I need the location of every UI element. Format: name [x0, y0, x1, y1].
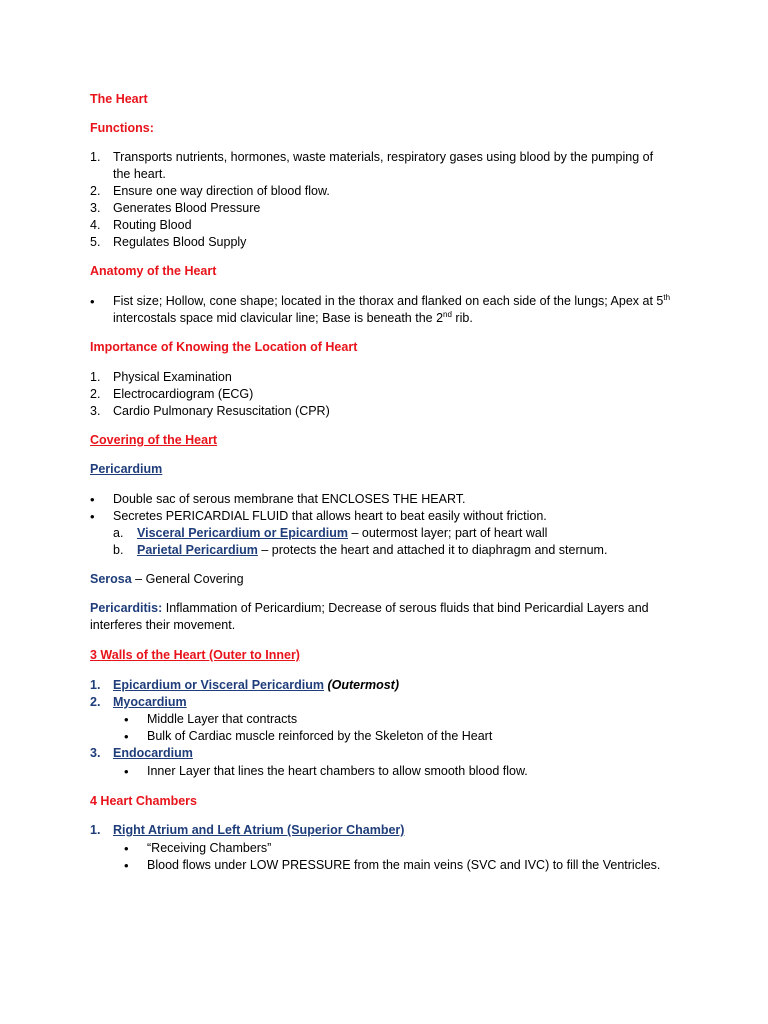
bullet-icon: •: [90, 509, 95, 524]
covering-sub-b: Parietal Pericardium – protects the heart and attached it to diaphragm and sternum.: [137, 543, 608, 557]
functions-item-5-number: 5.: [90, 235, 101, 249]
functions-item-3: Generates Blood Pressure: [113, 201, 261, 215]
covering-bullet-1: Double sac of serous membrane that ENCLOSES THE HEART.: [113, 492, 466, 506]
anatomy-line-2: intercostals space mid clavicular line; Base is beneath the 2nd rib.: [113, 309, 473, 325]
document-title: The Heart: [90, 92, 148, 106]
functions-item-2-number: 2.: [90, 184, 101, 198]
bullet-icon: •: [124, 729, 129, 744]
chambers-item-1: Right Atrium and Left Atrium (Superior Chamber): [113, 823, 405, 837]
bullet-icon: •: [124, 764, 129, 779]
walls-item-1: Epicardium or Visceral Pericardium (Outermost): [113, 678, 399, 692]
covering-sub-a: Visceral Pericardium or Epicardium – outermost layer; part of heart wall: [137, 526, 548, 540]
walls-heading: 3 Walls of the Heart (Outer to Inner): [90, 648, 300, 662]
bullet-icon: •: [90, 294, 95, 309]
importance-item-1: Physical Examination: [113, 370, 232, 384]
covering-bullet-2: Secretes PERICARDIAL FLUID that allows heart to beat easily without friction.: [113, 509, 547, 523]
functions-item-4: Routing Blood: [113, 218, 192, 232]
functions-item-1-line-1: Transports nutrients, hormones, waste materials, respiratory gases using blood by the pumping of: [113, 150, 654, 164]
anatomy-heading: Anatomy of the Heart: [90, 264, 217, 278]
walls-item-2-bullet-1: Middle Layer that contracts: [147, 712, 298, 726]
covering-sub-a-letter: a.: [113, 526, 124, 540]
chambers-item-1-number: 1.: [90, 823, 101, 837]
importance-item-2: Electrocardiogram (ECG): [113, 387, 254, 401]
functions-item-5: Regulates Blood Supply: [113, 235, 247, 249]
bullet-icon: •: [124, 841, 129, 856]
bullet-icon: •: [90, 492, 95, 507]
bullet-icon: •: [124, 712, 129, 727]
importance-item-1-number: 1.: [90, 370, 101, 384]
walls-item-2-number: 2.: [90, 695, 101, 709]
walls-item-3-number: 3.: [90, 746, 101, 760]
anatomy-line-1: Fist size; Hollow, cone shape; located in the thorax and flanked on each side of the lungs; Apex at 5th: [113, 292, 671, 308]
importance-item-3-number: 3.: [90, 404, 101, 418]
walls-item-2-bullet-2: Bulk of Cardiac muscle reinforced by the Skeleton of the Heart: [147, 729, 493, 743]
functions-item-1-number: 1.: [90, 150, 101, 164]
importance-item-2-number: 2.: [90, 387, 101, 401]
serosa-line: Serosa – General Covering: [90, 572, 244, 586]
functions-heading: Functions:: [90, 121, 154, 135]
pericarditis-line-2: interferes their movement.: [90, 618, 236, 632]
chambers-heading: 4 Heart Chambers: [90, 794, 197, 808]
walls-item-1-number: 1.: [90, 678, 101, 692]
covering-sub-b-letter: b.: [113, 543, 124, 557]
pericarditis-line-1: Pericarditis: Inflammation of Pericardium; Decrease of serous fluids that bind Pericardial Layers and: [90, 601, 649, 615]
importance-heading: Importance of Knowing the Location of Heart: [90, 340, 358, 354]
importance-item-3: Cardio Pulmonary Resuscitation (CPR): [113, 404, 330, 418]
functions-item-4-number: 4.: [90, 218, 101, 232]
bullet-icon: •: [124, 858, 129, 873]
chambers-item-1-bullet-1: “Receiving Chambers”: [147, 841, 272, 855]
functions-item-3-number: 3.: [90, 201, 101, 215]
functions-item-1-line-2: the heart.: [113, 167, 166, 181]
walls-item-3: Endocardium: [113, 746, 193, 760]
chambers-item-1-bullet-2: Blood flows under LOW PRESSURE from the main veins (SVC and IVC) to fill the Ventricles.: [147, 858, 661, 872]
functions-item-2: Ensure one way direction of blood flow.: [113, 184, 330, 198]
walls-item-3-bullet-1: Inner Layer that lines the heart chambers to allow smooth blood flow.: [147, 764, 528, 778]
pericardium-subheading: Pericardium: [90, 462, 163, 476]
walls-item-2: Myocardium: [113, 695, 187, 709]
covering-heading: Covering of the Heart: [90, 433, 218, 447]
